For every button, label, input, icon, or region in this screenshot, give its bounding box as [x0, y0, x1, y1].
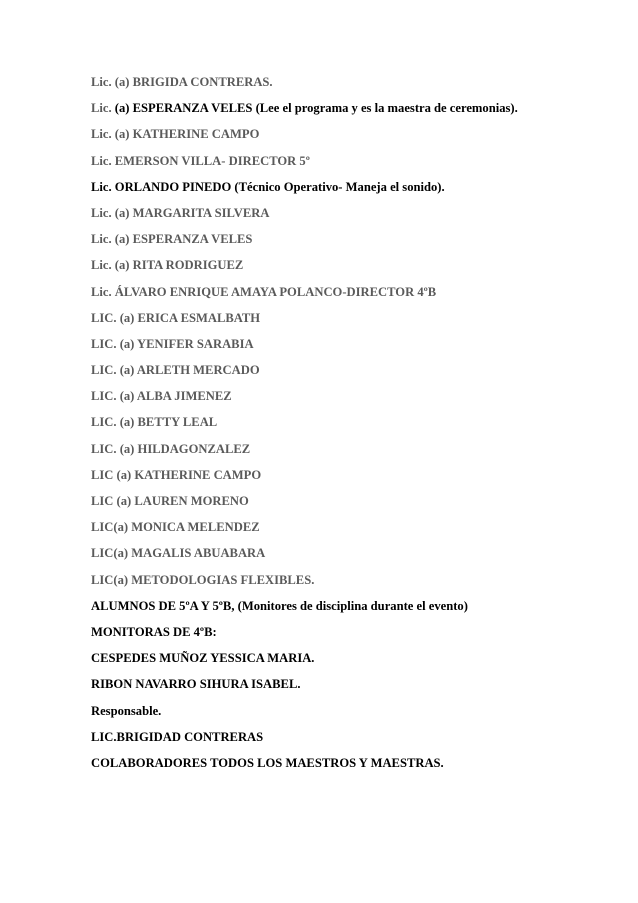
list-line [91, 491, 611, 517]
line-text: LIC. (a) ALBA JIMENEZ [91, 389, 232, 404]
list-line [91, 255, 611, 281]
list-line [91, 229, 611, 255]
list-line [91, 334, 611, 360]
line-text: COLABORADORES TODOS LOS MAESTROS Y MAESTRAS. [91, 755, 444, 770]
list-line [91, 72, 611, 98]
line-text: LIC(a) METODOLOGIAS FLEXIBLES. [91, 572, 315, 587]
line-text: LIC. (a) ERICA ESMALBATH [91, 310, 261, 325]
line-text: LIC (a) KATHERINE CAMPO [91, 467, 262, 482]
line-prefix: Lic. [91, 101, 112, 116]
list-line [91, 412, 611, 438]
line-text: Responsable. [91, 703, 162, 718]
list-line [91, 177, 611, 203]
list-line [91, 674, 611, 700]
list-line [91, 648, 611, 674]
line-text: LIC. (a) ARLETH MERCADO [91, 363, 260, 378]
line-text: LIC. (a) HILDAGONZALEZ [91, 441, 251, 456]
list-line [91, 543, 611, 569]
list-line [91, 98, 611, 124]
line-text: Lic. ORLANDO PINEDO (Técnico Operativo- Maneja el sonido). [91, 179, 445, 194]
line-text: ALUMNOS DE 5ºA Y 5ºB, (Monitores de disciplina durante el evento) [91, 598, 468, 613]
list-line [91, 439, 611, 465]
line-text: Lic. (a) ESPERANZA VELES [91, 232, 253, 247]
list-line [91, 570, 611, 596]
line-text: RIBON NAVARRO SIHURA ISABEL. [91, 677, 301, 692]
list-line [91, 596, 611, 622]
line-text: Lic. (a) RITA RODRIGUEZ [91, 258, 244, 273]
list-line [91, 124, 611, 150]
list-line [91, 727, 611, 753]
line-text: LIC (a) LAUREN MORENO [91, 494, 249, 508]
line-text: Lic. (a) BRIGIDA CONTRERAS. [91, 75, 273, 89]
list-line [91, 517, 611, 543]
list-line [91, 622, 611, 648]
list-line [91, 753, 611, 779]
line-text: LIC(a) MAGALIS ABUABARA [91, 546, 266, 561]
list-line [91, 151, 611, 177]
line-text: Lic. (a) KATHERINE CAMPO [91, 127, 260, 142]
list-line [91, 308, 611, 334]
line-text: MONITORAS DE 4ºB: [91, 624, 217, 639]
list-line [91, 701, 611, 727]
line-text: (a) ESPERANZA VELES (Lee el programa y es la maestra de ceremonias). [111, 101, 518, 116]
list-line [91, 465, 611, 491]
line-text: LIC.BRIGIDAD CONTRERAS [91, 729, 264, 744]
line-text: CESPEDES MUÑOZ YESSICA MARIA. [91, 651, 315, 666]
list-line [91, 360, 611, 386]
line-text: Lic. ÁLVARO ENRIQUE AMAYA POLANCO-DIRECTOR 4ºB [91, 284, 437, 299]
line-text: Lic. (a) MARGARITA SILVERA [91, 205, 270, 220]
participant-list [91, 72, 611, 779]
line-text: LIC. (a) BETTY LEAL [91, 415, 218, 430]
line-text: LIC(a) MONICA MELENDEZ [91, 520, 260, 535]
list-line [91, 282, 611, 308]
line-text: Lic. EMERSON VILLA- DIRECTOR 5º [91, 153, 310, 168]
list-line [91, 203, 611, 229]
list-line [91, 386, 611, 412]
line-text: LIC. (a) YENIFER SARABIA [91, 336, 254, 351]
